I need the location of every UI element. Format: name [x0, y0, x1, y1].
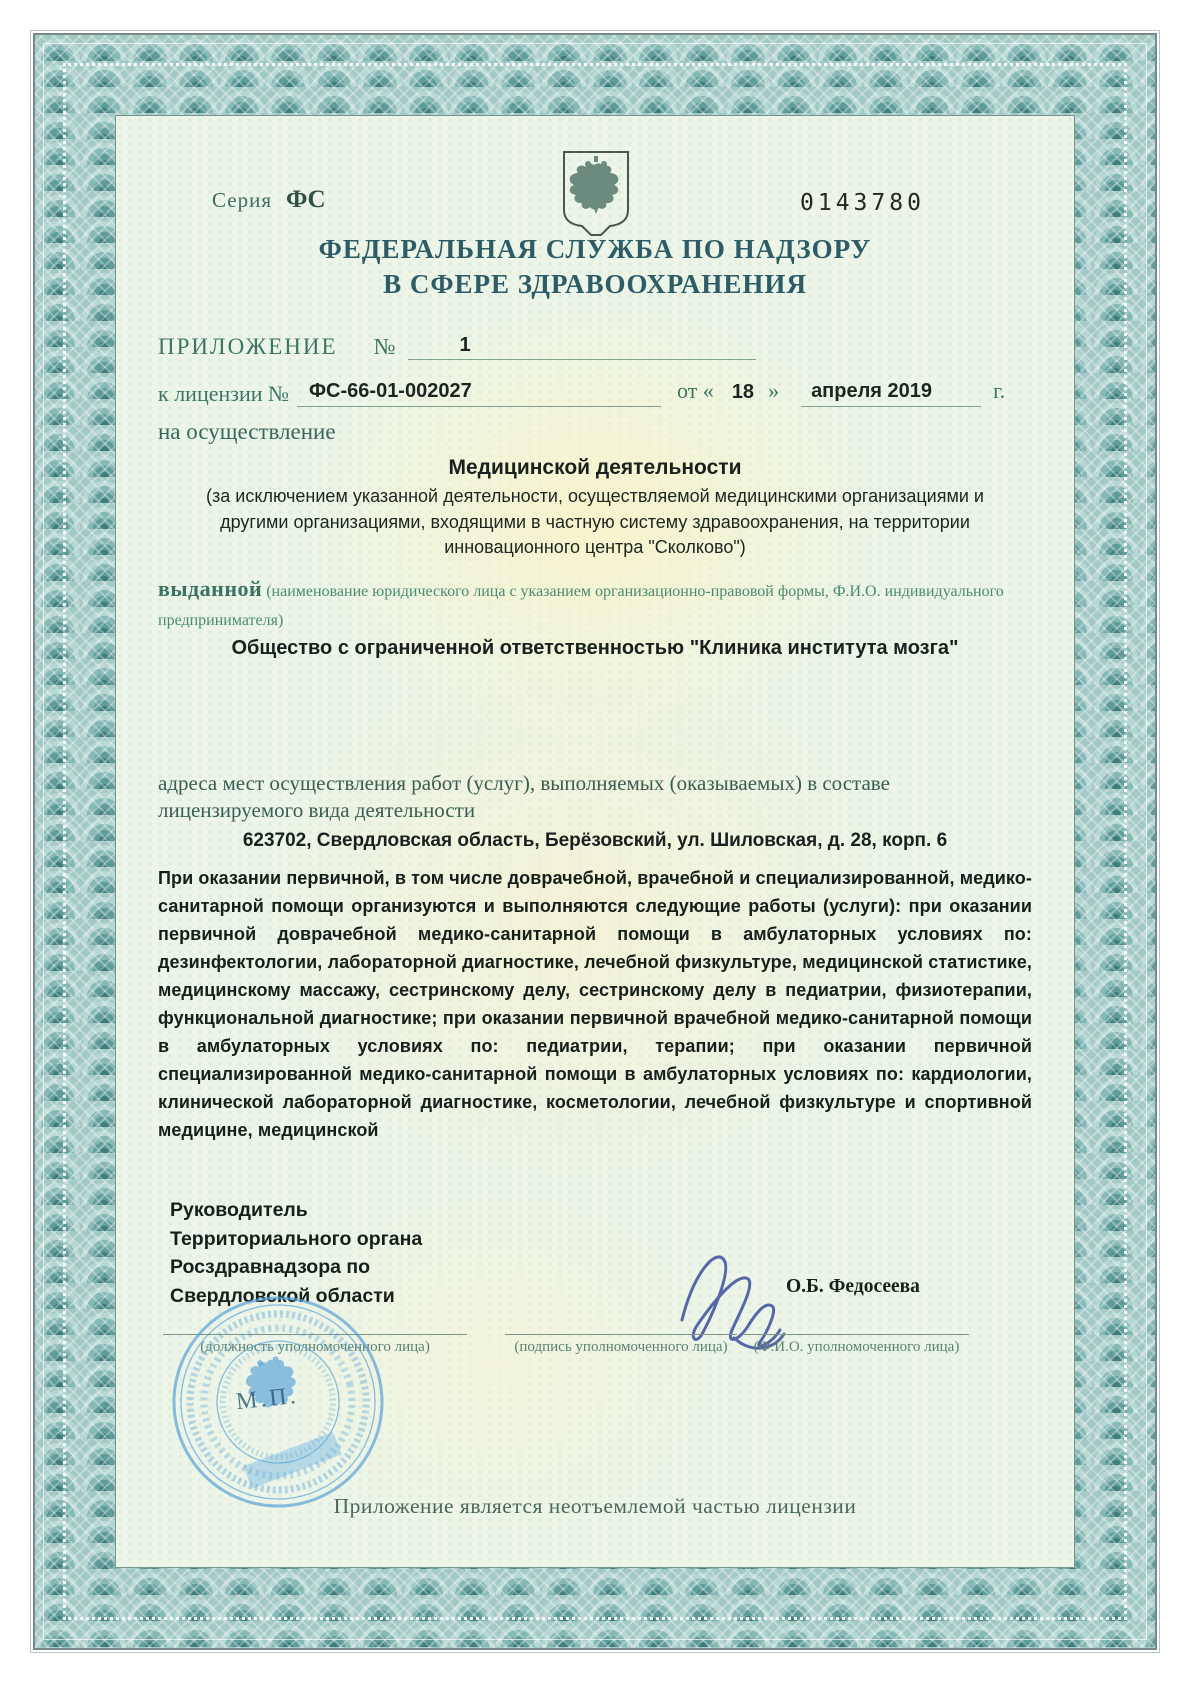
license-label: к лицензии № [158, 381, 289, 406]
issued-line [158, 574, 1038, 635]
issued-label: выданной [158, 576, 263, 601]
license-close-quote: » [768, 378, 780, 403]
signer-position-line: Свердловской области [170, 1284, 395, 1307]
issued-note: (наименование юридического лица с указанием организационно-правовой формы, Ф.И.О. индивидуального предпринимателя) [158, 583, 1004, 629]
stamp-mp-text: М.П. [234, 1382, 300, 1416]
rule-gap [737, 1334, 744, 1356]
appendix-number-field [408, 331, 756, 360]
license-number-field [297, 377, 661, 407]
license-day-value: 18 [731, 381, 755, 403]
series-line [212, 186, 326, 214]
addresses-label: адреса мест осуществления работ (услуг), выполняемых (оказываемых) в составе лицензируемого вида деятельности [158, 771, 890, 822]
license-date-field [801, 377, 981, 407]
agency-title-line1: ФЕДЕРАЛЬНАЯ СЛУЖБА ПО НАДЗОРУ [318, 234, 872, 264]
signer-position-line: Росздравнадзора по [170, 1256, 371, 1278]
name-rule: (Ф.И.О. уполномоченного лица) [744, 1334, 969, 1356]
signer-position-line: Территориального органа [170, 1227, 423, 1250]
activity-name: Медицинской деятельности [448, 456, 742, 479]
license-from-label: от « [676, 378, 714, 403]
activity-intro: на осуществление [158, 419, 336, 444]
series-value: ФС [285, 186, 326, 213]
activity-exception: (за исключением указанной деятельности, осуществляемой медицинскими организациями и другими организациями, входящими в частную систему здравоохранения, на территории инновационного центра "Сколково") [206, 486, 984, 557]
signer-name: О.Б. Федосеева [786, 1276, 920, 1297]
appendix-row [158, 331, 756, 360]
license-date-value: апреля 2019 [811, 380, 933, 402]
coat-of-arms-icon [558, 148, 634, 240]
signature-rule: (подпись уполномоченного лица) [505, 1334, 737, 1356]
footer-note: Приложение является неотъемлемой частью лицензии [333, 1494, 857, 1518]
serial-number: 0143780 [800, 190, 925, 216]
license-number-value: ФС-66-01-002027 [308, 380, 472, 402]
appendix-label: ПРИЛОЖЕНИЕ [158, 334, 338, 359]
license-year-suffix: г. [993, 378, 1006, 403]
signer-position-line: Руководитель [170, 1199, 308, 1221]
appendix-number-value: 1 [459, 334, 471, 356]
appendix-number-sign: № [373, 334, 396, 359]
series-label: Серия [212, 188, 272, 212]
works-paragraph: При оказании первичной, в том числе доврачебной, врачебной и специализированной, медико-санитарной помощи организуются и выполняются следующие работы (услуги): при оказании первичной доврачебной медико-санитарной помощи в амбулаторных условиях по: дезинфектологии, лабораторной диагностике, лечебной физкультуре, медицинской статистике, медицинскому массажу, сестринскому делу, сестринскому делу в педиатрии, физиотерапии, функциональной диагностике; при оказании первичной врачебной медико-санитарной помощи в амбулаторных условиях по: педиатрии, терапии; при оказании первичной специализированной медико-санитарной помощи в амбулаторных условиях по: кардиологии, клинической лабораторной диагностике, косметологии, лечебной физкультуре и спортивной медицине, медицинской [158, 868, 1032, 1140]
agency-title-line2: В СФЕРЕ ЗДРАВООХРАНЕНИЯ [383, 269, 807, 299]
license-row [158, 377, 1005, 407]
organization-name: Общество с ограниченной ответственностью "Клиника института мозга" [231, 637, 959, 659]
position-rule: (должность уполномоченного лица) [163, 1334, 467, 1356]
rule-gap [467, 1334, 505, 1356]
address-value: 623702, Свердловская область, Берёзовский, ул. Шиловская, д. 28, корп. 6 [242, 830, 948, 851]
